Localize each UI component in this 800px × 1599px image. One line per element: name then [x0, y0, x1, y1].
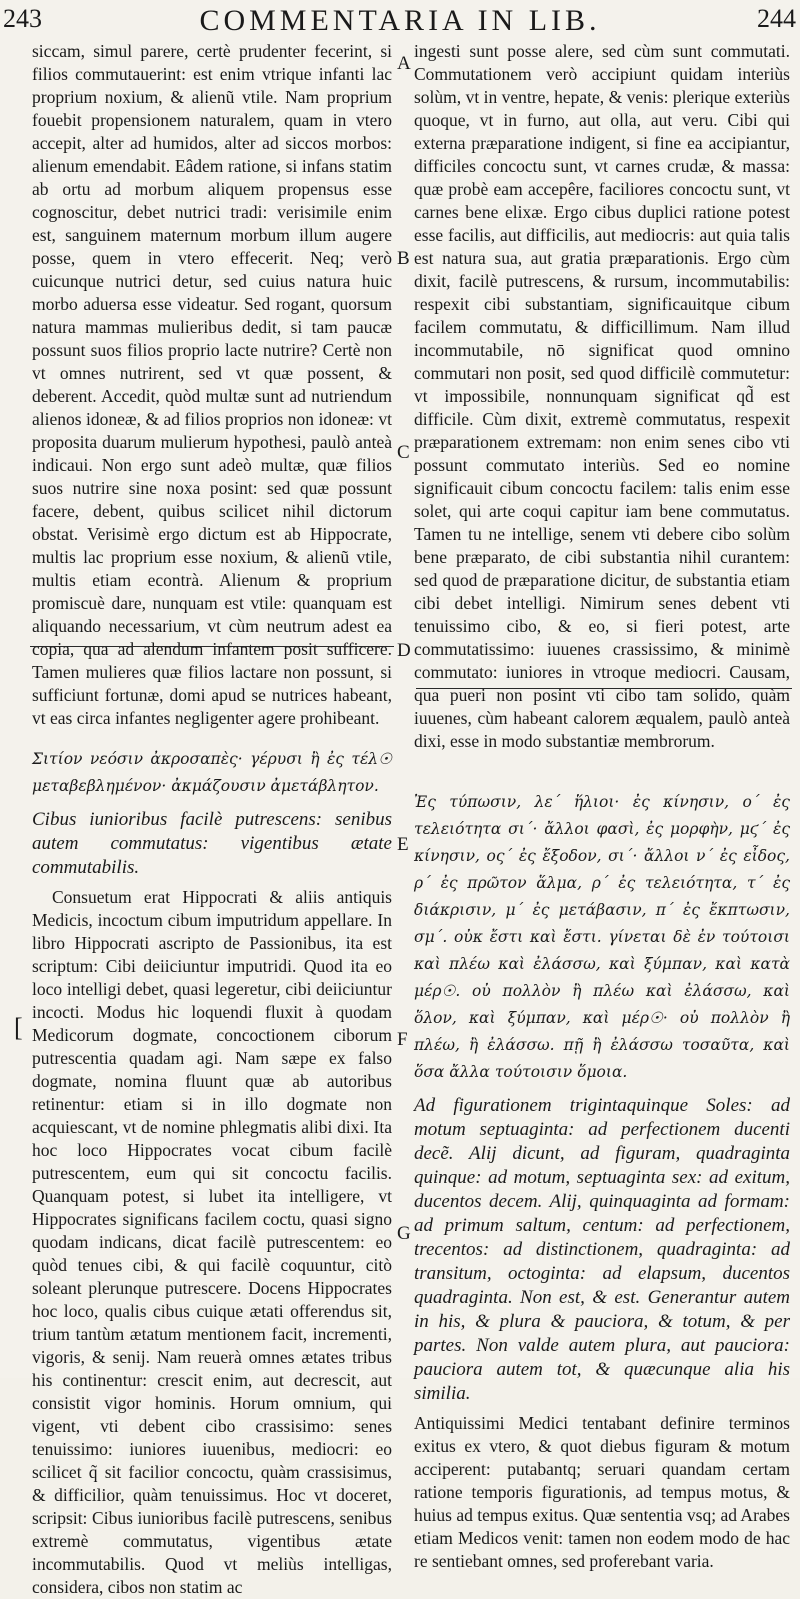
- section-rule-left: [30, 646, 394, 647]
- running-title: COMMENTARIA IN LIB.: [199, 4, 601, 37]
- margin-marker-g: G: [397, 1223, 411, 1244]
- margin-marker-d: D: [397, 640, 411, 661]
- page-number-left: 243: [3, 4, 42, 33]
- left-greek-lemma: Σιτίον νεόσιν ἀκροσαπὲς· γέρυσι ἢ ἐς τέλ☉ μεταβεβλημένον· ἀκμάζουσιν ἀμετάβλητον.: [32, 750, 392, 795]
- section-rule-right: [416, 688, 792, 689]
- margin-marker-f: F: [397, 1029, 408, 1050]
- left-paragraph-2: Consuetum erat Hippocrati & aliis antiquis Medicis, incoctum cibum imputridum appellare. In libro Hippocrati ascripto de Passionibus, ita est scriptum: Cibi deiiciuntur imputridi. Quod ita eo loco intelligi debet, quasi legeretur, cibi deiiciuntur incocti. Modus hic loquendi fluxit à quodam Medicorum dogmate, concoctionem ciborum putrescentia quadam agi. Nam sæpe ex falso dogmate, nomina fluunt quæ ab autoribus retinentur: etiam si in illo dogmate non acquiescant, vt de nomine phlegmatis alibi dixi. Ita hoc loco Hippocrates vocat cibum facilè putrescentem, eum qui sit concoctu facilis. Quanquam potest, si lubet ita intelligere, vt Hippocrates significans facilem coctu, quasi signo quodam indicans, dicat facilè putrescentem: eo quòd tenues cibi, & qui facilè coquuntur, citò soleant plerunque putrescere. Docens Hippocrates hoc loco, qualis cibus cuique ætati offerendus sit, trium tantùm ætatum mentionem facit, incrementi, vigoris, & senij. Nam reuerà omnes ætates tribus his continentur: crescit enim, aut decrescit, aut consistit vigor hominis. Horum omnium, qui vigent, vti debent cibo crassisimo: senes tenuissimo: iuniores iuuenibus, mediocri: eo scilicet q̃ sit facilior concoctu, quàm crassisimus, & difficilior, quàm tenuissimus. Hoc vt doceret, scripsit: Cibus iunioribus facilè putrescens, senibus extremè commutatus, vigentibus ætate incommutabilis. Quod vt meliùs intelligas, considera, cibos non statim ac: [32, 887, 392, 1597]
- margin-marker-b: B: [397, 248, 410, 269]
- right-paragraph-1: ingesti sunt posse alere, sed cùm sunt commutati. Commutationem verò accipiunt quidam interiùs solùm, vt in ventre, hepate, & venis: plerique exteriùs quoque, vt in furno, aut olla, aut veru. Cibi qui externa præparatione indigent, si fine ea accipiantur, difficiles concoctu sunt, vt carnes crudæ, & massa: quæ probè eam accepêre, faciliores concoctu sunt, vt carnes bene elixæ. Ergo cibus duplici ratione potest esse facilis, aut difficilis, aut mediocris: aut quia talis est natura sua, aut gratia præparationis. Ergo cùm dixit, facilè putrescens, & rursum, incommutabilis: respexit cibi substantiam, significauitque cibum facilem commutatu, & difficillimum. Nam illud incommutabile, nō significat quod omnino commutari non posit, sed quod difficilè commutetur: vt impossibile, nonnunquam significat qd̃ est difficile. Cùm dixit, extremè commutatus, respexit præparationem extremam: non enim senes cibo vti possunt commutato interiùs. Sed eo nomine significauit cibum concoctu facilem: talis enim esse solet, qui arte coqui capitur iam bene commutatus. Tamen tu ne intellige, senem vti debere cibo solùm bene præparato, de cibi substantia nihil curantem: sed quod de præparatione dicitur, de substantia etiam cibi debet intelligi. Nimirum senes debent vti tenuissimo cibo, & eo, si fieri potest, arte commutatissimo: iuuenes crassissimo, & minimè commutato: iuniores in vtroque mediocri. Causam, qua pueri non posint vti cibo tam solido, quàm iuuenes, cùm habeant calorem æqualem, paulò anteà dixi, esse in modo substantiæ membrorum.: [414, 41, 790, 751]
- margin-bracket: [: [14, 1013, 23, 1042]
- right-column: [414, 40, 790, 1573]
- right-greek-lemma: Ἐς τύπωσιν, λε΄ ἥλιοι· ἐς κίνησιν, ο΄ ἐς τελειότητα σι΄· ἄλλοι φασὶ, ἐς μορφὴν, μϛ΄ ἐς κίνησιν, ος΄ ἐς ἔξοδον, σι΄· ἄλλοι ν΄ ἐς εἶδος, ρ΄ ἐς πρῶτον ἅλμα, ρ΄ ἐς τελειότητα, τ΄ ἐς διάκρισιν, μ΄ ἐς μετάβασιν, π΄ ἐς ἔκπτωσιν, σμ΄. οὐκ ἔστι καὶ ἔστι. γίνεται δὲ ἐν τούτοισι καὶ πλέω καὶ ἐλάσσω, καὶ ξύμπαν, καὶ κατὰ μέρ☉. οὐ πολλὸν ἢ πλέω καὶ ἐλάσσω, καὶ ὅλον, καὶ ξύμπαν, καὶ μέρ☉· οὐ πολλὸν ἢ πλέω, ἢ ἐλάσσω. πῇ ἢ ἐλάσσω τοσαῦτα, καὶ ὅσα ἄλλα τούτοισιν ὅμοια.: [414, 793, 790, 1081]
- margin-marker-e: E: [397, 834, 409, 855]
- left-paragraph-1: siccam, simul parere, certè prudenter fecerint, si filios commutauerint: est enim vtrique infanti lac proprium noxium, & alienũ vtile. Nam proprium fouebit propensionem naturalem, quam in vtero accepit, alter ad humidos, alter ad siccos morbos: alienum emendabit. Eâdem ratione, si infans statim ab ortu ad morbum aliquem propensus esse cognoscitur, debet nutrici tradi: verisimile enim est, sanguinem maternum morbum illum augere posse, quem in vtero effecerit. Neq; verò cuicunque nutrici detur, sed cuius natura huic morbo aduersa esse videatur. Sed rogant, quorsum natura mammas mulieribus dedit, si tam paucæ possunt suos filios proprio lacte nutrire? Certè non vt omnes nutrirent, sed vt quæ possent, & deberent. Accedit, quòd multæ sunt ad nutriendum alienos idoneæ, & ad filios proprios non idoneæ: vt proposita duarum mulierum hypothesi, paulò anteà indicaui. Non ergo sunt adeò multæ, quæ filios suos nutrire sine noxa posint: sed quæ possunt facere, debent, quibus scilicet nihil dictorum obstat. Verisimè ergo dictum est ab Hippocrate, multis lac proprium esse noxium, & alienũ vtile, multis etiam econtrà. Alienum & proprium promiscuè dare, nunquam est vtile: quanquam est aliquando necessarium, vt cùm neutrum adest ea copia, qua ad alendum infantem posit sufficere. Tamen mulieres quæ filios lactare non possunt, si sufficiunt fortunæ, domi apud se nutrices habeant, vt eas circa infantes negligenter agere prohibeant.: [32, 41, 392, 728]
- right-latin-lemma: Ad figurationem trigintaquinque Soles: ad motum septuaginta: ad perfectionem ducenti decẽ. Alij dicunt, ad figuram, quadraginta quinque: ad motum, septuaginta sex: ad exitum, ducentos decem. Alij, quinquaginta ad formam: ad primum saltum, centum: ad perfectionem, trecentos: ad distinctionem, quadraginta: ad transitum, octoginta: ad elapsum, ducentos quadraginta. Non est, & est. Generantur autem in his, & plura & pauciora, & totum, & per partes. Non valde autem plura, aut pauciora: pauciora autem tot, & quæcunque alia his similia.: [414, 1095, 790, 1404]
- margin-marker-a: A: [397, 53, 411, 74]
- right-paragraph-2: Antiquissimi Medici tentabant definire terminos exitus ex vtero, & quot diebus figuram & motum acciperent: putabantq; seruari quandam certam ratione temporis figurationis, ad tempus motus, & huius ad tempus exitus. Quæ sententia vsq; ad Arabes etiam Medicos venit: tamen non eodem modo de hac re sentiebant omnes, sed proferebant varia.: [414, 1413, 790, 1571]
- page-number-right: 244: [757, 4, 796, 33]
- margin-marker-c: C: [397, 442, 410, 463]
- left-latin-lemma: Cibus iunioribus facilè putrescens: senibus autem commutatus: vigentibus ætate commutabilis.: [32, 809, 392, 878]
- left-column: [32, 40, 392, 1599]
